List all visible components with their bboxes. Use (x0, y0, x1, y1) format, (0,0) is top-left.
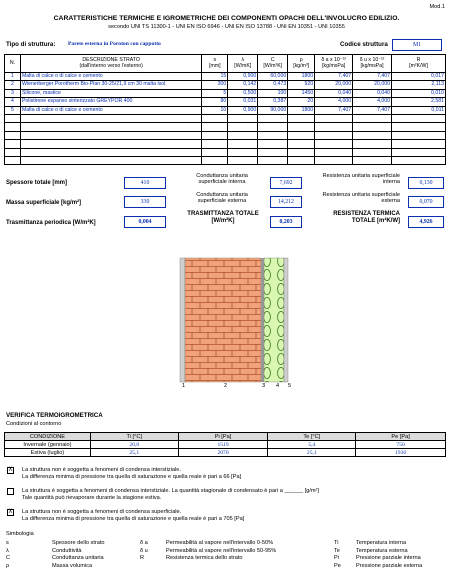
diagram-label-5: 5 (288, 383, 292, 389)
legend-description: Temperatura esterna (356, 547, 408, 554)
layer-cell-empty (202, 140, 228, 148)
legend-description: Spessore dello strato (52, 540, 105, 546)
layer-cell-da: 7,407 (315, 106, 353, 114)
legend-symbol: Pe (334, 562, 341, 569)
layer-row (5, 98, 446, 106)
layer-cell-empty (20, 123, 201, 131)
layer-cell-c: 100 (258, 89, 288, 97)
thickness-box: 410 (124, 177, 166, 189)
cond-cell: 25,1 (90, 449, 178, 457)
condensation-checkbox: X (8, 467, 13, 473)
layer-cell-empty (5, 148, 21, 156)
layer-cell-empty (315, 131, 353, 139)
layer-cell-du: 20,000 (353, 81, 392, 89)
layer-cell-empty (5, 114, 21, 122)
layer-cell-du: 4,000 (353, 98, 392, 106)
cond-int-box: 7,692 (270, 177, 302, 189)
layer-cell-r: 0,010 (392, 89, 446, 97)
layer-cell-empty (5, 123, 21, 131)
legend-symbol: Te (334, 547, 340, 554)
layer-cell-da: 4,000 (315, 98, 353, 106)
layer-cell-empty (202, 131, 228, 139)
layer-cell-s: 80 (202, 98, 228, 106)
legend-description: Conduttanza unitaria (52, 555, 104, 562)
layer-cell-empty (353, 156, 392, 164)
layer-cell-c: 0,473 (258, 81, 288, 89)
layer-cell-empty (5, 131, 21, 139)
layer-cell-empty (202, 156, 228, 164)
check-detail: La differenza minima di pressione tra quella di saturazione e quella reale è pari a 66 [Pa] (22, 474, 242, 480)
restot-label: RESISTENZA TERMICA TOTALE [m²K/W] (333, 211, 400, 224)
layer-cell-empty (315, 156, 353, 164)
layer-3-silicone (261, 258, 264, 382)
layer-cell-n: 2 (5, 81, 21, 89)
layer-cell-rho: 20 (288, 98, 315, 106)
res-ext-box: 0,070 (408, 196, 444, 208)
layer-row (5, 73, 446, 81)
layer-cell-n: 4 (5, 98, 21, 106)
layer-cell-n: 1 (5, 73, 21, 81)
legend-symbol: δ a (140, 540, 148, 546)
cond-cell: Estiva (luglio) (5, 449, 91, 457)
layer-cell-empty (228, 123, 258, 131)
periodic-label: Trasmittanza periodica [W/m²K] (6, 220, 96, 226)
layer-cell-rho: 920 (288, 81, 315, 89)
structure-type-label: Tipo di struttura: (6, 41, 56, 48)
page-title: CARATTERISTICHE TERMICHE E IGROMETRICHE DEI COMPONENTI OPACHI DELL'INVOLUCRO EDILIZIO. (53, 15, 400, 22)
trans-box: 0,203 (270, 216, 302, 228)
layer-cell-empty (288, 140, 315, 148)
res-int-box: 0,130 (408, 177, 444, 189)
layer-cell-empty (20, 140, 201, 148)
check-text: La struttura non è soggetta a fenomeni di condensa interstiziale. (22, 467, 181, 473)
legend-symbol: s (6, 540, 9, 546)
layer-cell-empty (288, 123, 315, 131)
layer-row-empty (5, 148, 446, 156)
cond-cell: 750 (356, 441, 446, 449)
trans-label: TRASMITTANZA TOTALE [W/m²K] (187, 211, 259, 224)
legend-symbol: ρ (6, 562, 10, 569)
layer-cell-r: 2,581 (392, 98, 446, 106)
cond-cell: 1936 (356, 449, 446, 457)
legend-title: Simbologia (6, 531, 34, 537)
check-text: La struttura non è soggetta a fenomeni di condensa superficiale. (22, 509, 182, 515)
layer-4-insulation (264, 258, 284, 382)
layer-cell-empty (392, 131, 446, 139)
layer-cell-c: 90,000 (258, 106, 288, 114)
layer-cell-empty (315, 123, 353, 131)
layer-cell-empty (20, 148, 201, 156)
layer-cell-empty (258, 140, 288, 148)
layer-cell-empty (5, 140, 21, 148)
cond-header: Ti [°C] (90, 433, 178, 441)
legend-symbol: λ (6, 547, 9, 554)
cond-cell: 1519 (178, 441, 268, 449)
layer-cell-s: 300 (202, 81, 228, 89)
col-c: C [W/m²K] (258, 55, 288, 73)
layer-row (5, 106, 446, 114)
layer-cell-du: 0,040 (353, 89, 392, 97)
layer-1-plaster (180, 258, 185, 382)
structure-code-box: M1 (392, 39, 442, 51)
col-lambda: λ [W/mK] (228, 55, 258, 73)
layer-cell-empty (392, 123, 446, 131)
layer-cell-empty (315, 114, 353, 122)
legend-symbol: R (140, 555, 145, 562)
res-ext-label: Resistenza unitaria superficiale esterna (322, 192, 400, 205)
layer-cell-da: 0,040 (315, 89, 353, 97)
layer-cell-empty (258, 131, 288, 139)
layer-cell-desc: Silicone, mastice (20, 89, 201, 97)
layer-cell-desc: Malta di calce o di calce e cemento (20, 106, 201, 114)
layer-cell-empty (228, 131, 258, 139)
layer-row-empty (5, 156, 446, 164)
layer-cell-empty (228, 114, 258, 122)
legend-symbol: Ti (334, 540, 339, 546)
layer-cell-empty (288, 131, 315, 139)
diagram-label-2: 2 (224, 383, 228, 389)
layer-cell-c: 60,000 (258, 73, 288, 81)
mass-label: Massa superficiale [kg/m²] (6, 200, 82, 206)
layer-cell-lambda: 0,142 (228, 81, 258, 89)
layer-cell-empty (353, 131, 392, 139)
layer-cell-empty (392, 114, 446, 122)
legend-description: Pressione parziale esterna (356, 562, 423, 569)
layer-cell-r: 0,011 (392, 106, 446, 114)
diagram-label-1: 1 (182, 383, 186, 389)
cond-cell: 25,1 (268, 449, 356, 457)
layer-row (5, 81, 446, 89)
layer-cell-c: 0,387 (258, 98, 288, 106)
cond-ext-label: Conduttanza unitaria superficiale esterna (196, 192, 248, 205)
cond-header: Pi [Pa] (178, 433, 268, 441)
check-detail: La differenza minima di pressione tra quella di saturazione e quella reale è pari a 705 [Pa] (22, 516, 245, 522)
legend-description: Permeabilità al vapore nell'intervallo 50-95% (166, 547, 277, 554)
layer-cell-desc: Wienerberger Porotherm Bio-Plan 30-25/21,9 cm 30 malta isol. (20, 81, 201, 89)
layer-cell-da: 7,407 (315, 73, 353, 81)
legend-description: Conduttività (52, 547, 82, 554)
wall-section-diagram (176, 254, 296, 390)
layer-cell-empty (288, 148, 315, 156)
col-n: N. (5, 55, 21, 73)
layer-2-brick (185, 258, 261, 382)
verify-subtitle: Condizioni al contorno (6, 421, 62, 427)
legend-description: Pressione parziale interna (356, 555, 421, 562)
conditions-table (4, 432, 446, 457)
layer-cell-n: 5 (5, 106, 21, 114)
res-int-label: Resistenza unitaria superficiale interna (322, 173, 400, 186)
layer-cell-r: 0,017 (392, 73, 446, 81)
layer-cell-empty (258, 123, 288, 131)
check-text: La struttura è soggetta a fenomeni di condensa interstiziale. La quantità stagionale di condensato è pari a ______ [g/m²] (22, 488, 319, 494)
layer-cell-empty (353, 114, 392, 122)
check-detail: Tale quantità può rievaporare durante la stagione estiva. (22, 495, 162, 501)
cond-cell: Invernale (gennaio) (5, 441, 91, 449)
col-rho: ρ [kg/m³] (288, 55, 315, 73)
layer-cell-lambda: 0,900 (228, 106, 258, 114)
form-number: Mod.1 (429, 4, 445, 10)
layer-cell-empty (20, 114, 201, 122)
structure-code-label: Codice struttura (340, 41, 388, 48)
structure-type-value: Parete esterna in Poroton con cappotto (68, 41, 161, 47)
page-subtitle: secondo UNI TS 11300-1 - UNI EN ISO 6946 - UNI EN ISO 13788 - UNI EN 10351 - UNI 10355 (108, 24, 345, 30)
layer-cell-du: 7,407 (353, 73, 392, 81)
layer-cell-empty (202, 114, 228, 122)
layer-cell-empty (228, 148, 258, 156)
col-r: R [m²K/W] (392, 55, 446, 73)
layer-cell-desc: Polistirene espanso sinterizzato GREYPOR 400 (20, 98, 201, 106)
layer-row-empty (5, 131, 446, 139)
cond-ext-box: 14,212 (270, 196, 302, 208)
legend-description: Resistenza termica dello strato (166, 555, 243, 562)
col-da: δ a x 10⁻¹² [kg/msPa] (315, 55, 353, 73)
layer-cell-empty (202, 148, 228, 156)
layer-cell-lambda: 0,031 (228, 98, 258, 106)
layer-cell-empty (353, 140, 392, 148)
layer-cell-lambda: 0,900 (228, 73, 258, 81)
restot-box: 4,926 (408, 216, 444, 228)
legend-description: Temperatura interna (356, 540, 407, 546)
layer-cell-empty (288, 156, 315, 164)
layer-cell-empty (258, 156, 288, 164)
layer-cell-lambda: 0,500 (228, 89, 258, 97)
layer-cell-empty (202, 123, 228, 131)
layer-cell-rho: 1800 (288, 106, 315, 114)
layer-row-empty (5, 114, 446, 122)
cond-header: CONDIZIONE (5, 433, 91, 441)
cond-row (5, 441, 446, 449)
layer-cell-empty (315, 148, 353, 156)
layer-cell-empty (228, 156, 258, 164)
layer-cell-du: 7,407 (353, 106, 392, 114)
diagram-label-4: 4 (276, 383, 280, 389)
cond-row (5, 449, 446, 457)
layers-table (4, 54, 446, 165)
col-du: δ u x 10⁻¹² [kg/msPa] (353, 55, 392, 73)
layer-cell-empty (20, 156, 201, 164)
cond-int-label: Conduttanza unitaria superficiale interna (196, 173, 248, 186)
cond-header: Te [°C] (268, 433, 356, 441)
diagram-label-3: 3 (262, 383, 266, 389)
legend-description: Permeabilità al vapore nell'intervallo 0-50% (166, 540, 274, 546)
cond-cell: 20,0 (90, 441, 178, 449)
layer-cell-empty (392, 148, 446, 156)
mass-box: 330 (124, 196, 166, 208)
layer-cell-empty (5, 156, 21, 164)
periodic-box: 0,004 (124, 216, 166, 228)
layer-cell-r: 2,113 (392, 81, 446, 89)
condensation-checkbox (7, 488, 14, 495)
layer-cell-empty (392, 156, 446, 164)
thickness-label: Spessore totale [mm] (6, 180, 68, 186)
legend-symbol: C (6, 555, 11, 562)
layer-cell-empty (392, 140, 446, 148)
cond-header: Pe [Pa] (356, 433, 446, 441)
layer-row (5, 89, 446, 97)
layer-cell-empty (353, 148, 392, 156)
layer-cell-desc: Malta di calce o di calce e cemento (20, 73, 201, 81)
layer-cell-s: 15 (202, 73, 228, 81)
layer-cell-empty (20, 131, 201, 139)
legend-description: Massa volumica (52, 562, 93, 569)
layer-cell-rho: 1800 (288, 73, 315, 81)
col-desc: DESCRIZIONE STRATO (dall'interno verso l'esterno) (20, 55, 201, 73)
layer-cell-empty (228, 140, 258, 148)
cond-cell: 5,4 (268, 441, 356, 449)
condensation-checkbox: X (8, 509, 13, 515)
verify-title: VERIFICA TERMOIGROMETRICA (6, 412, 103, 419)
layer-cell-empty (258, 148, 288, 156)
layer-cell-da: 20,000 (315, 81, 353, 89)
cond-cell: 2070 (178, 449, 268, 457)
layer-5-plaster (284, 258, 288, 382)
col-s: s [mm] (202, 55, 228, 73)
layer-cell-s: 5 (202, 89, 228, 97)
layer-cell-empty (315, 140, 353, 148)
layer-row-empty (5, 123, 446, 131)
layer-cell-s: 10 (202, 106, 228, 114)
layer-cell-empty (258, 114, 288, 122)
layer-cell-empty (288, 114, 315, 122)
legend-symbol: δ u (140, 547, 148, 554)
layer-cell-rho: 1450 (288, 89, 315, 97)
layer-cell-n: 3 (5, 89, 21, 97)
legend-symbol: Pi (334, 555, 339, 562)
layer-row-empty (5, 140, 446, 148)
layer-cell-empty (353, 123, 392, 131)
